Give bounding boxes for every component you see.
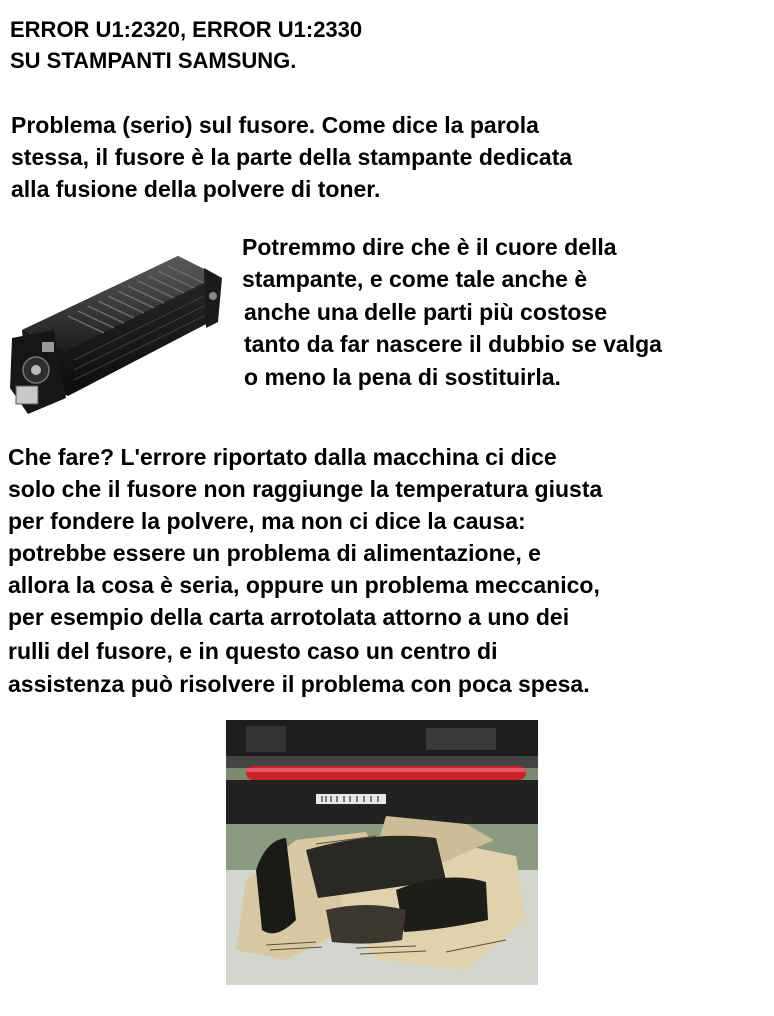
intro-line-1: Problema (serio) sul fusore. Come dice la parola — [11, 112, 539, 138]
page-title-line-1: ERROR U1:2320, ERROR U1:2330 — [10, 17, 363, 42]
fuser-line-3: anche una delle parti più costose — [244, 299, 607, 325]
fuser-line-4: tanto da far nascere il dubbio se valga — [244, 331, 662, 357]
cause-line-3: per fondere la polvere, ma non ci dice la causa: — [8, 508, 526, 534]
cause-line-6: per esempio della carta arrotolata attorno a uno dei — [8, 604, 570, 630]
cause-line-7: rulli del fusore, e in questo caso un centro di — [8, 638, 498, 664]
intro-line-2: stessa, il fusore è la parte della stampante dedicata — [11, 144, 573, 170]
cause-line-5: allora la cosa è seria, oppure un problema meccanico, — [8, 572, 600, 598]
fuser-unit-image — [8, 238, 224, 424]
page-title-line-2: SU STAMPANTI SAMSUNG. — [10, 48, 297, 73]
fuser-line-1: Potremmo dire che è il cuore della — [242, 234, 617, 260]
fuser-line-2: stampante, e come tale anche è — [242, 266, 588, 292]
cause-line-1: Che fare? L'errore riportato dalla macchina ci dice — [8, 444, 557, 470]
fuser-line-5: o meno la pena di sostituirla. — [244, 364, 561, 390]
intro-line-3: alla fusione della polvere di toner. — [11, 176, 381, 202]
cause-line-4: potrebbe essere un problema di alimentazione, e — [8, 540, 541, 566]
cause-line-2: solo che il fusore non raggiunge la temperatura giusta — [8, 476, 603, 502]
jammed-paper-photo — [226, 720, 538, 985]
cause-line-8: assistenza può risolvere il problema con poca spesa. — [8, 671, 590, 697]
